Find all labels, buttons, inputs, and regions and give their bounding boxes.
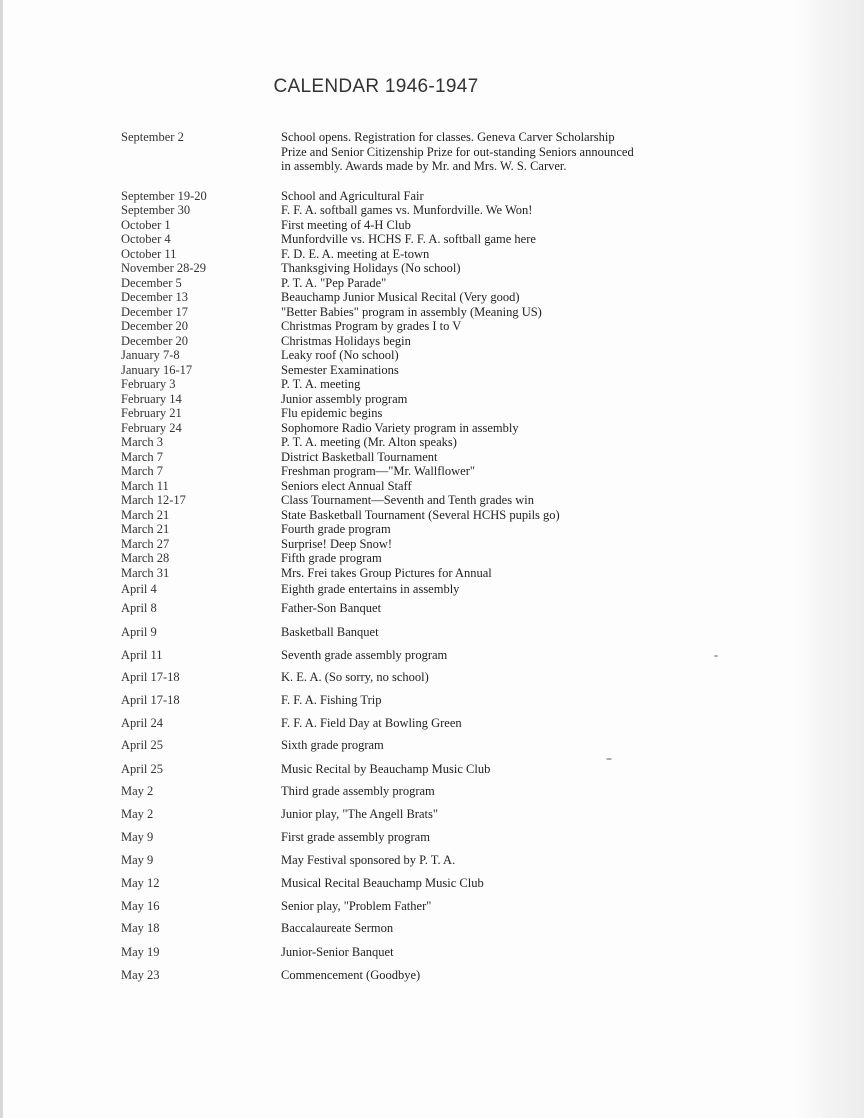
entry-date: March 3 [121,435,163,449]
entry-event: Basketball Banquet [281,625,379,639]
entry-date: May 19 [121,945,160,959]
paper-speck [714,655,718,657]
entry-date: October 1 [121,218,171,232]
entry-event: Music Recital by Beauchamp Music Club [281,762,491,776]
entry-event: P. T. A. meeting [281,377,361,391]
page-right-edge-shadow [794,0,864,1118]
entry-event: Third grade assembly program [281,784,435,798]
page-left-edge [0,0,3,1118]
entry-date: September 19-20 [121,189,207,203]
entry-date: January 7-8 [121,348,180,362]
entry-date: February 24 [121,421,182,435]
entry-date: April 25 [121,762,164,776]
entry-event: Freshman program—"Mr. Wallflower" [281,464,476,478]
entry-event: State Basketball Tournament (Several HCHS pupils go) [281,508,560,522]
entry-date: March 11 [121,479,169,493]
paper-speck [606,758,612,760]
entry-event: Beauchamp Junior Musical Recital (Very good) [281,290,520,304]
entry-date: December 20 [121,319,188,333]
entry-event: Eighth grade entertains in assembly [281,582,460,596]
entry-event: Junior-Senior Banquet [281,945,394,959]
entry-date: May 9 [121,830,154,844]
entry-event: First meeting of 4-H Club [281,218,411,232]
entry-event: F. D. E. A. meeting at E-town [281,247,430,261]
entry-event: "Better Babies" program in assembly (Meaning US) [281,305,542,319]
entry-event: Musical Recital Beauchamp Music Club [281,876,484,890]
entry-date: May 16 [121,899,160,913]
entry-date: March 27 [121,537,170,551]
entry-event: Commencement (Goodbye) [281,968,421,982]
entry-date: March 7 [121,464,163,478]
entry-event: School opens. Registration for classes. Geneva Carver Scholarship Prize and Senior Citizenship Prize for out-standing Seniors announced in assembly. Awards made by Mr. and Mrs. W. S. Carver. [281,130,634,173]
entry-event: District Basketball Tournament [281,450,438,464]
entry-date: January 16-17 [121,363,193,377]
entry-event: School and Agricultural Fair [281,189,424,203]
entry-event: Seventh grade assembly program [281,648,448,662]
entry-event: Fourth grade program [281,522,391,536]
entry-event: Thanksgiving Holidays (No school) [281,261,461,275]
entry-event: K. E. A. (So sorry, no school) [281,670,429,684]
entry-date: October 11 [121,247,177,261]
entry-date: September 2 [121,130,184,144]
entry-date: December 17 [121,305,188,319]
entry-event: Christmas Holidays begin [281,334,411,348]
entry-date: February 3 [121,377,176,391]
entry-event: Class Tournament—Seventh and Tenth grades win [281,493,534,507]
entry-event: Sophomore Radio Variety program in assembly [281,421,519,435]
entry-event: Semester Examinations [281,363,399,377]
entry-date: March 7 [121,450,163,464]
entry-event: Christmas Program by grades I to V [281,319,462,333]
entry-event: Sixth grade program [281,738,384,752]
entry-date: March 28 [121,551,170,565]
entry-date: November 28-29 [121,261,207,275]
entry-event: Seniors elect Annual Staff [281,479,412,493]
entry-event: Leaky roof (No school) [281,348,399,362]
entry-date: March 31 [121,566,170,580]
entry-event: Munfordville vs. HCHS F. F. A. softball game here [281,232,536,246]
entry-date: May 12 [121,876,160,890]
entry-event: Junior assembly program [281,392,408,406]
entry-date: April 17-18 [121,670,180,684]
entry-date: April 11 [121,648,163,662]
entry-date: May 18 [121,921,160,935]
entry-event: P. T. A. "Pep Parade" [281,276,387,290]
entry-event: Surprise! Deep Snow! [281,537,393,551]
entry-event: Junior play, "The Angell Brats" [281,807,438,821]
entry-event: Mrs. Frei takes Group Pictures for Annual [281,566,492,580]
entry-date: February 14 [121,392,182,406]
entry-event: First grade assembly program [281,830,430,844]
entry-date: February 21 [121,406,182,420]
entry-event: P. T. A. meeting (Mr. Alton speaks) [281,435,457,449]
entry-date: March 12-17 [121,493,186,507]
entry-event: Senior play, "Problem Father" [281,899,432,913]
entry-date: April 24 [121,716,164,730]
entry-date: May 9 [121,853,154,867]
entry-date: April 25 [121,738,164,752]
entry-event: Father-Son Banquet [281,601,382,615]
entry-date: March 21 [121,522,170,536]
entry-date: October 4 [121,232,171,246]
entry-event: Flu epidemic begins [281,406,383,420]
entry-date: December 20 [121,334,188,348]
entry-date: April 17-18 [121,693,180,707]
entry-event: F. F. A. Field Day at Bowling Green [281,716,462,730]
entry-event: F. F. A. softball games vs. Munfordville. We Won! [281,203,533,217]
entry-event: Fifth grade program [281,551,382,565]
entry-date: May 23 [121,968,160,982]
entry-event: Baccalaureate Sermon [281,921,394,935]
entry-event: F. F. A. Fishing Trip [281,693,382,707]
entry-date: April 4 [121,582,157,596]
entry-date: December 13 [121,290,188,304]
entry-date: May 2 [121,807,154,821]
entry-event: May Festival sponsored by P. T. A. [281,853,456,867]
entry-date: April 9 [121,625,157,639]
entry-date: March 21 [121,508,170,522]
page-title: CALENDAR 1946-1947 [273,76,479,97]
entry-date: September 30 [121,203,191,217]
entry-date: December 5 [121,276,182,290]
entry-date: May 2 [121,784,154,798]
entry-date: April 8 [121,601,157,615]
